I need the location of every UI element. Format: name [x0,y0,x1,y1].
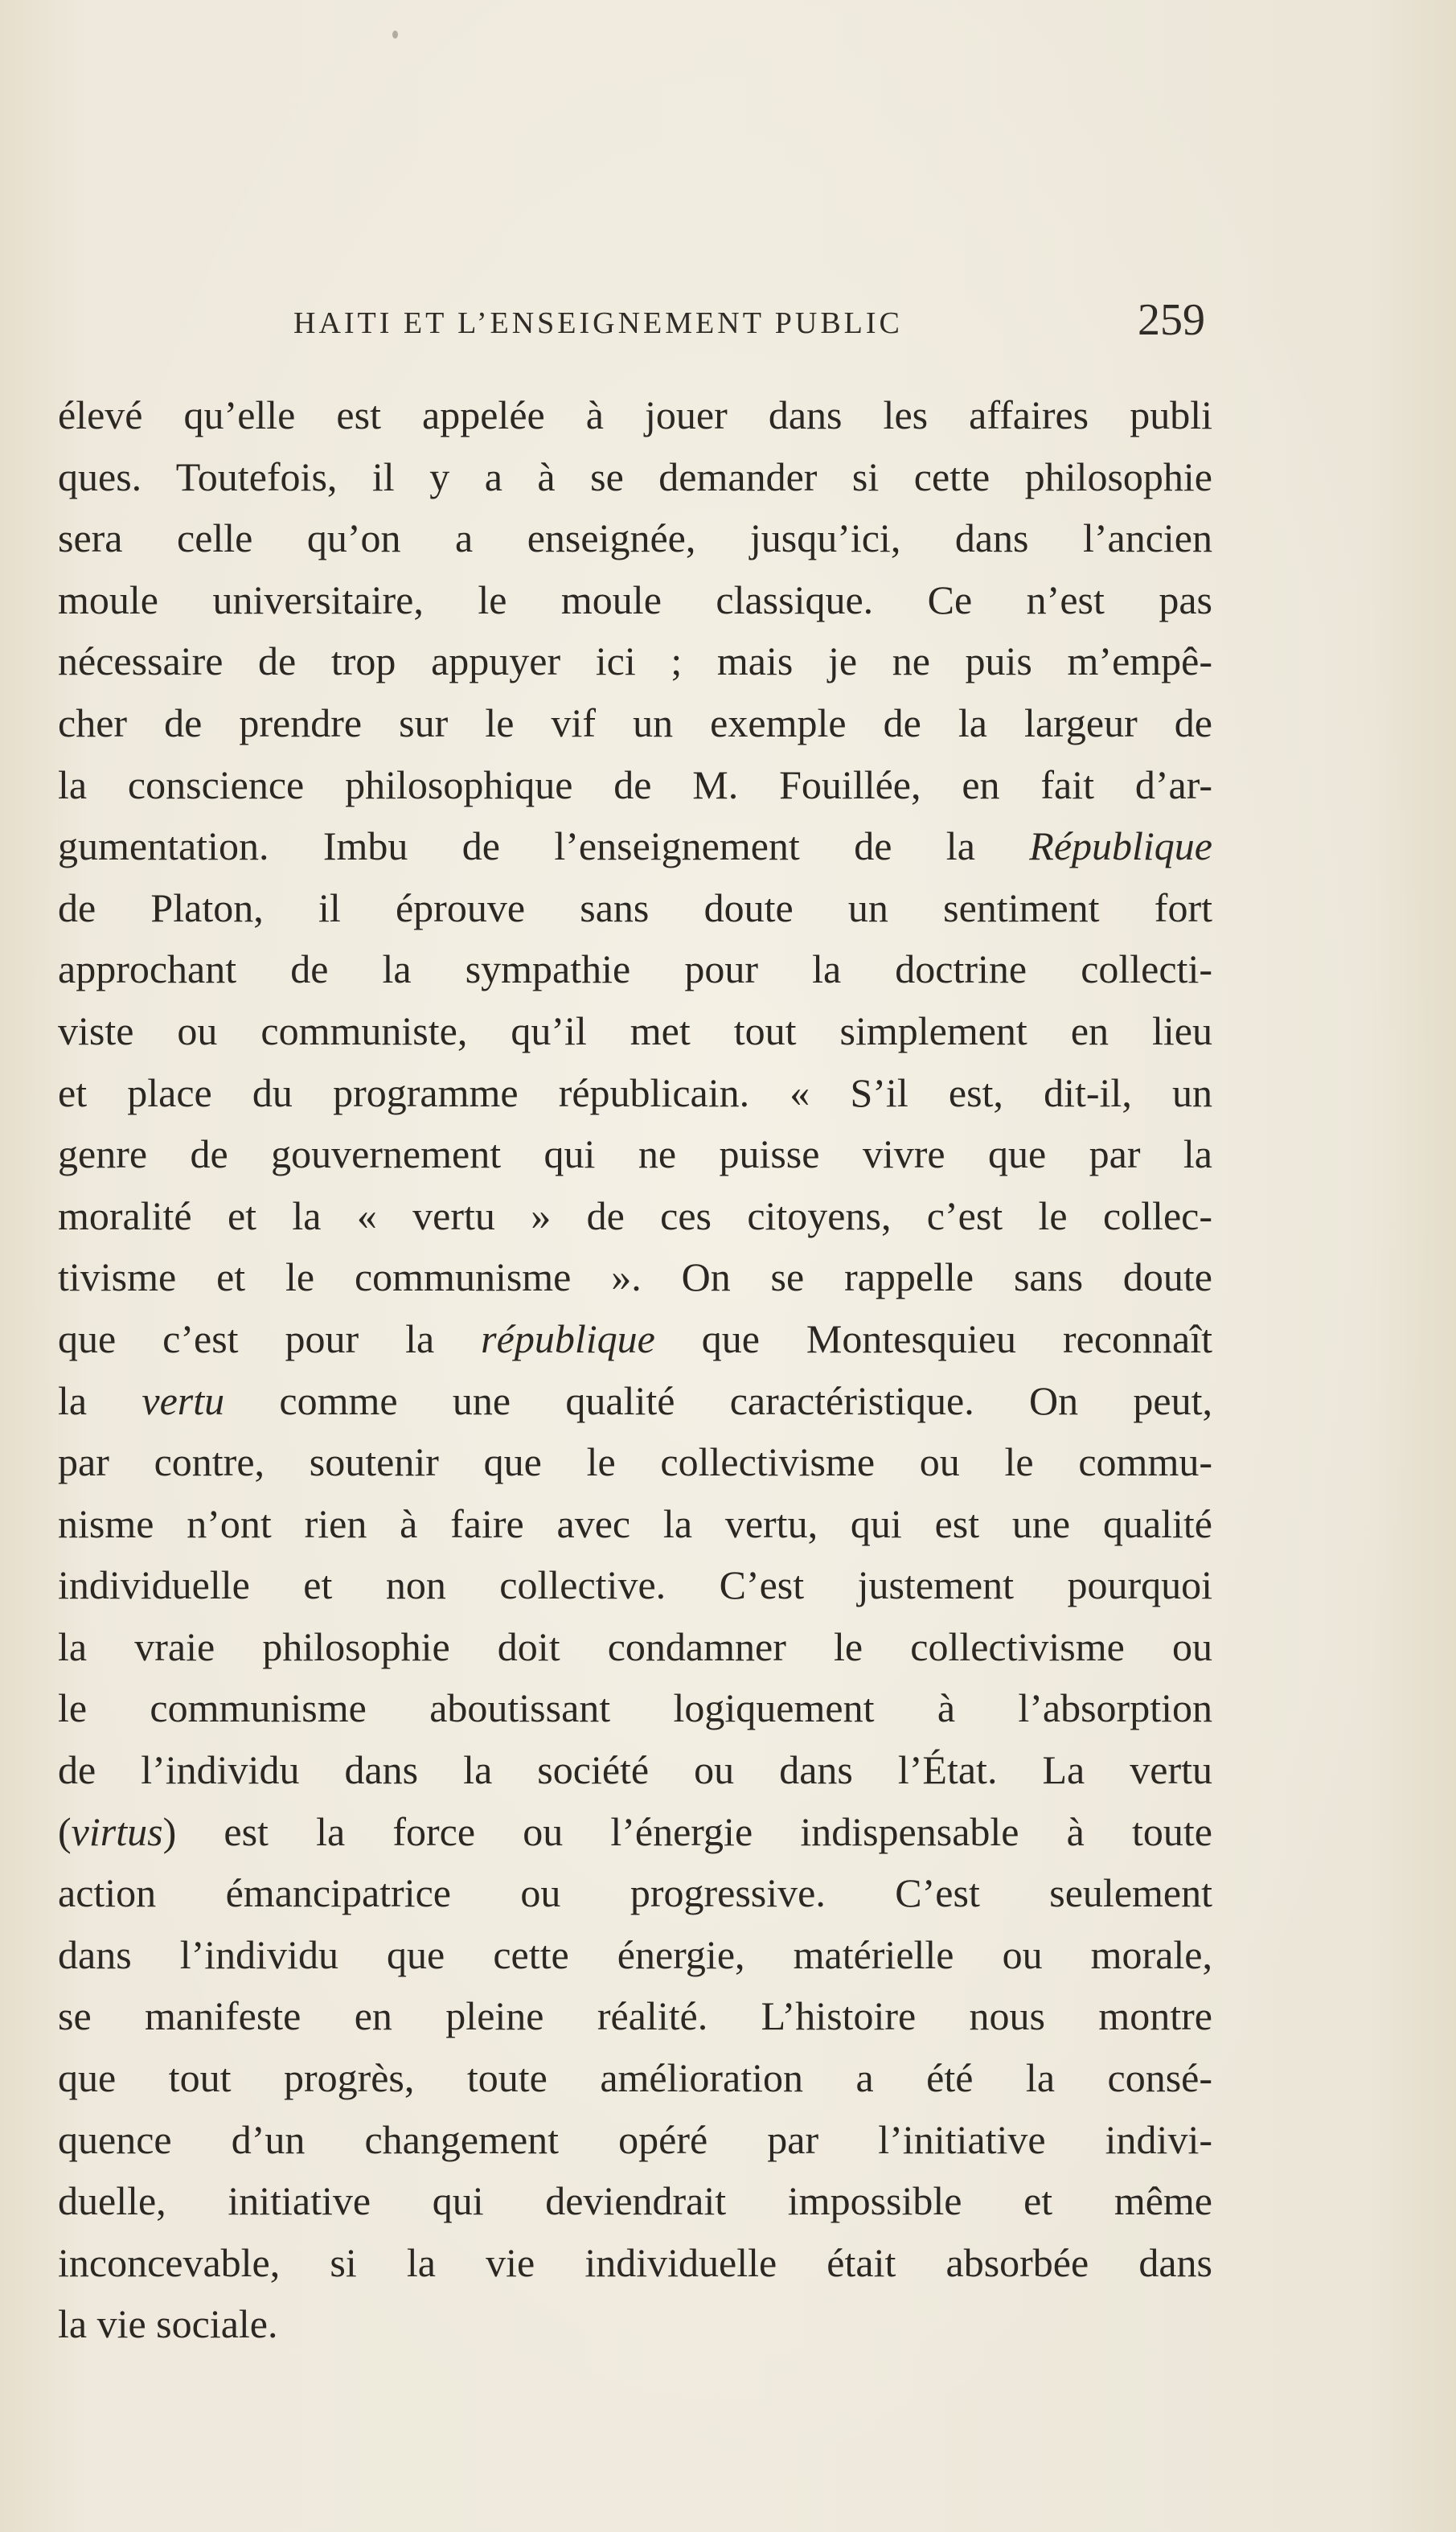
text-line [58,2109,1212,2171]
body-text [58,384,1212,2355]
text-line [58,569,1212,631]
text-segment: quence d’un changement opéré par l’initiative indivi- [58,2116,1212,2162]
text-segment: le communisme aboutissant logiquement à l’absorption [58,1685,1212,1731]
text-segment: genre de gouvernement qui ne puisse vivre que par la [58,1131,1212,1177]
text-line [58,692,1212,754]
text-segment: que Montesquieu reconnaît [654,1315,1212,1361]
text-line [58,507,1212,569]
text-segment: et place du programme républicain. « S’il est, dit-il, un [58,1069,1212,1115]
text-segment: nécessaire de trop appuyer ici ; mais je ne puis m’empê- [58,638,1212,684]
text-segment: moralité et la « vertu » de ces citoyens, c’est le collec- [58,1192,1212,1238]
text-line [58,1677,1212,1739]
text-line [58,1185,1212,1247]
text-segment: ( [58,1808,72,1854]
text-segment: ques. Toutefois, il y a à se demander si cette philosophie [58,453,1212,499]
text-line [58,1493,1212,1555]
text-line [58,2232,1212,2294]
text-segment: de Platon, il éprouve sans doute un sentiment fort [58,884,1212,930]
text-line [58,1123,1212,1185]
text-line [58,2047,1212,2109]
text-segment: que tout progrès, toute amélioration a été la consé- [58,2055,1212,2101]
text-segment: se manifeste en pleine réalité. L’histoire nous montre [58,1993,1212,2039]
text-line [58,384,1212,446]
text-segment: la conscience philosophique de M. Fouillée, en fait d’ar- [58,761,1212,807]
text-line [58,1862,1212,1924]
italic-text: virtus [71,1808,163,1854]
text-segment: viste ou communiste, qu’il met tout simplement en lieu [58,1007,1212,1053]
text-segment: par contre, soutenir que le collectivisme ou le commu- [58,1439,1212,1485]
text-segment: gumentation. Imbu de l’enseignement de la [58,823,1030,869]
text-segment: élevé qu’elle est appelée à jouer dans les affaires publi [58,392,1212,437]
text-segment: inconcevable, si la vie individuelle était absorbée dans [58,2239,1212,2285]
text-line [58,877,1212,939]
text-line [58,1554,1212,1616]
text-line [58,2170,1212,2232]
ink-speck [392,31,398,39]
text-line [58,1739,1212,1801]
text-line [58,1616,1212,1678]
text-segment: approchant de la sympathie pour la doctrine collecti- [58,946,1212,992]
text-segment: cher de prendre sur le vif un exemple de la largeur de [58,700,1212,745]
text-segment: la vraie philosophie doit condamner le collectivisme ou [58,1623,1212,1669]
italic-text: vertu [141,1377,225,1423]
text-line [58,754,1212,816]
text-segment: individuelle et non collective. C’est justement pourquoi [58,1562,1212,1608]
running-title: HAITI ET L’ENSEIGNEMENT PUBLIC [293,306,903,340]
text-segment: que c’est pour la [58,1315,482,1361]
text-line [58,1246,1212,1308]
text-segment: la vie sociale. [58,2301,278,2347]
text-line [58,630,1212,692]
text-segment: ) est la force ou l’énergie indispensable à toute [162,1808,1212,1854]
text-line [58,938,1212,1000]
text-line [58,1801,1212,1863]
italic-text: République [1029,823,1212,869]
text-line [58,1924,1212,1986]
text-line [58,1308,1212,1370]
text-segment: nisme n’ont rien à faire avec la vertu, qui est une qualité [58,1500,1212,1546]
text-segment: de l’individu dans la société ou dans l’État. La vertu [58,1747,1212,1793]
page-header [0,295,1456,355]
page-number: 259 [1138,295,1205,345]
text-line [58,2293,1212,2355]
text-line [58,1431,1212,1493]
text-segment: tivisme et le communisme ». On se rappelle sans doute [58,1254,1212,1300]
text-segment: duelle, initiative qui deviendrait impossible et même [58,2178,1212,2224]
text-line [58,446,1212,508]
text-line [58,1062,1212,1124]
text-segment: la [58,1377,142,1423]
text-line [58,1370,1212,1432]
text-segment: sera celle qu’on a enseignée, jusqu’ici, dans l’ancien [58,515,1212,561]
text-line [58,1985,1212,2047]
text-segment: moule universitaire, le moule classique. Ce n’est pas [58,577,1212,622]
text-segment: comme une qualité caractéristique. On peut, [224,1377,1212,1423]
text-segment: action émancipatrice ou progressive. C’est seulement [58,1870,1212,1916]
text-segment: dans l’individu que cette énergie, matérielle ou morale, [58,1931,1212,1977]
text-line [58,815,1212,877]
text-line [58,1000,1212,1062]
italic-text: république [481,1315,655,1361]
